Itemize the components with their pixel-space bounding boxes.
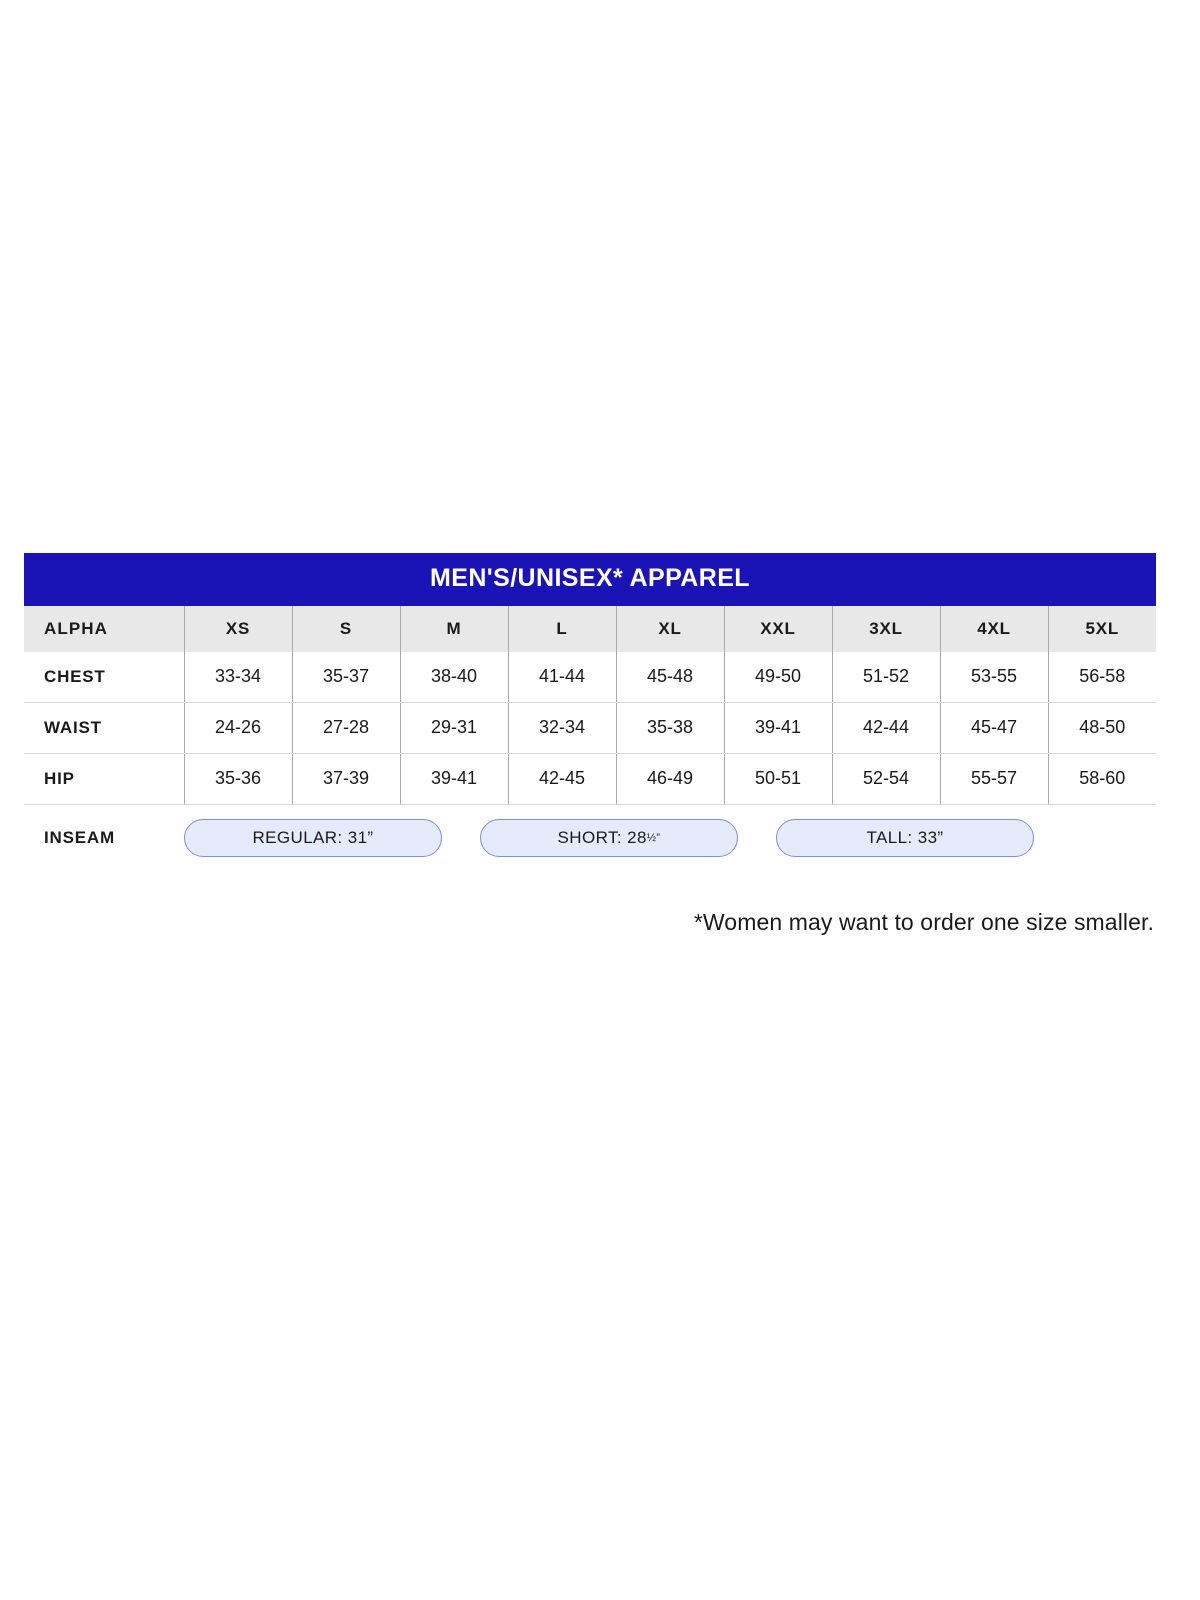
header-size-xs: XS bbox=[184, 606, 292, 652]
cell-waist-l: 32-34 bbox=[508, 702, 616, 753]
cell-hip-4xl: 55-57 bbox=[940, 753, 1048, 804]
row-label-waist: WAIST bbox=[24, 702, 184, 753]
header-size-xl: XL bbox=[616, 606, 724, 652]
size-table bbox=[24, 606, 1156, 805]
size-chart bbox=[24, 553, 1156, 936]
cell-waist-s: 27-28 bbox=[292, 702, 400, 753]
header-size-s: S bbox=[292, 606, 400, 652]
cell-chest-xxl: 49-50 bbox=[724, 652, 832, 703]
cell-chest-l: 41-44 bbox=[508, 652, 616, 703]
table-row bbox=[24, 753, 1156, 804]
cell-hip-l: 42-45 bbox=[508, 753, 616, 804]
header-size-3xl: 3XL bbox=[832, 606, 940, 652]
cell-hip-5xl: 58-60 bbox=[1048, 753, 1156, 804]
cell-waist-3xl: 42-44 bbox=[832, 702, 940, 753]
header-size-5xl: 5XL bbox=[1085, 618, 1120, 638]
row-label-inseam: INSEAM bbox=[44, 827, 115, 847]
cell-hip-xxl: 50-51 bbox=[724, 753, 832, 804]
row-label-hip: HIP bbox=[24, 753, 184, 804]
cell-chest-3xl: 51-52 bbox=[832, 652, 940, 703]
header-size-l: L bbox=[508, 606, 616, 652]
inseam-option-short-label: SHORT: 28 bbox=[557, 827, 647, 847]
cell-waist-xs: 24-26 bbox=[184, 702, 292, 753]
table-row bbox=[24, 702, 1156, 753]
row-label-chest: CHEST bbox=[24, 652, 184, 703]
cell-chest-s: 35-37 bbox=[292, 652, 400, 703]
table-row bbox=[24, 652, 1156, 703]
chart-title: MEN'S/UNISEX* APPAREL bbox=[24, 553, 1156, 606]
cell-hip-xl: 46-49 bbox=[616, 753, 724, 804]
inseam-option-short[interactable]: SHORT: 28 ½” bbox=[480, 819, 738, 857]
cell-waist-4xl: 45-47 bbox=[940, 702, 1048, 753]
header-size-4xl: 4XL bbox=[940, 606, 1048, 652]
cell-waist-xxl: 39-41 bbox=[724, 702, 832, 753]
cell-chest-xl: 45-48 bbox=[616, 652, 724, 703]
inseam-option-tall-label: TALL: 33” bbox=[866, 827, 944, 847]
inseam-option-regular-label: REGULAR: 31” bbox=[252, 827, 374, 847]
cell-hip-3xl: 52-54 bbox=[832, 753, 940, 804]
cell-hip-m: 39-41 bbox=[400, 753, 508, 804]
inseam-option-tall[interactable] bbox=[776, 819, 1034, 857]
cell-hip-xs: 35-36 bbox=[184, 753, 292, 804]
footnote: *Women may want to order one size smaller. bbox=[693, 908, 1154, 935]
inseam-option-regular[interactable] bbox=[184, 819, 442, 857]
cell-waist-5xl: 48-50 bbox=[1048, 702, 1156, 753]
table-header-row bbox=[24, 606, 1156, 652]
inseam-row bbox=[24, 807, 1156, 869]
header-size-xxl: XXL bbox=[724, 606, 832, 652]
cell-chest-4xl: 53-55 bbox=[940, 652, 1048, 703]
cell-chest-m: 38-40 bbox=[400, 652, 508, 703]
cell-chest-xs: 33-34 bbox=[184, 652, 292, 703]
inseam-options bbox=[184, 819, 1034, 857]
cell-hip-s: 37-39 bbox=[292, 753, 400, 804]
header-alpha: ALPHA bbox=[24, 606, 184, 652]
header-size-m: M bbox=[400, 606, 508, 652]
cell-waist-m: 29-31 bbox=[400, 702, 508, 753]
cell-chest-5xl: 56-58 bbox=[1048, 652, 1156, 703]
cell-waist-xl: 35-38 bbox=[616, 702, 724, 753]
